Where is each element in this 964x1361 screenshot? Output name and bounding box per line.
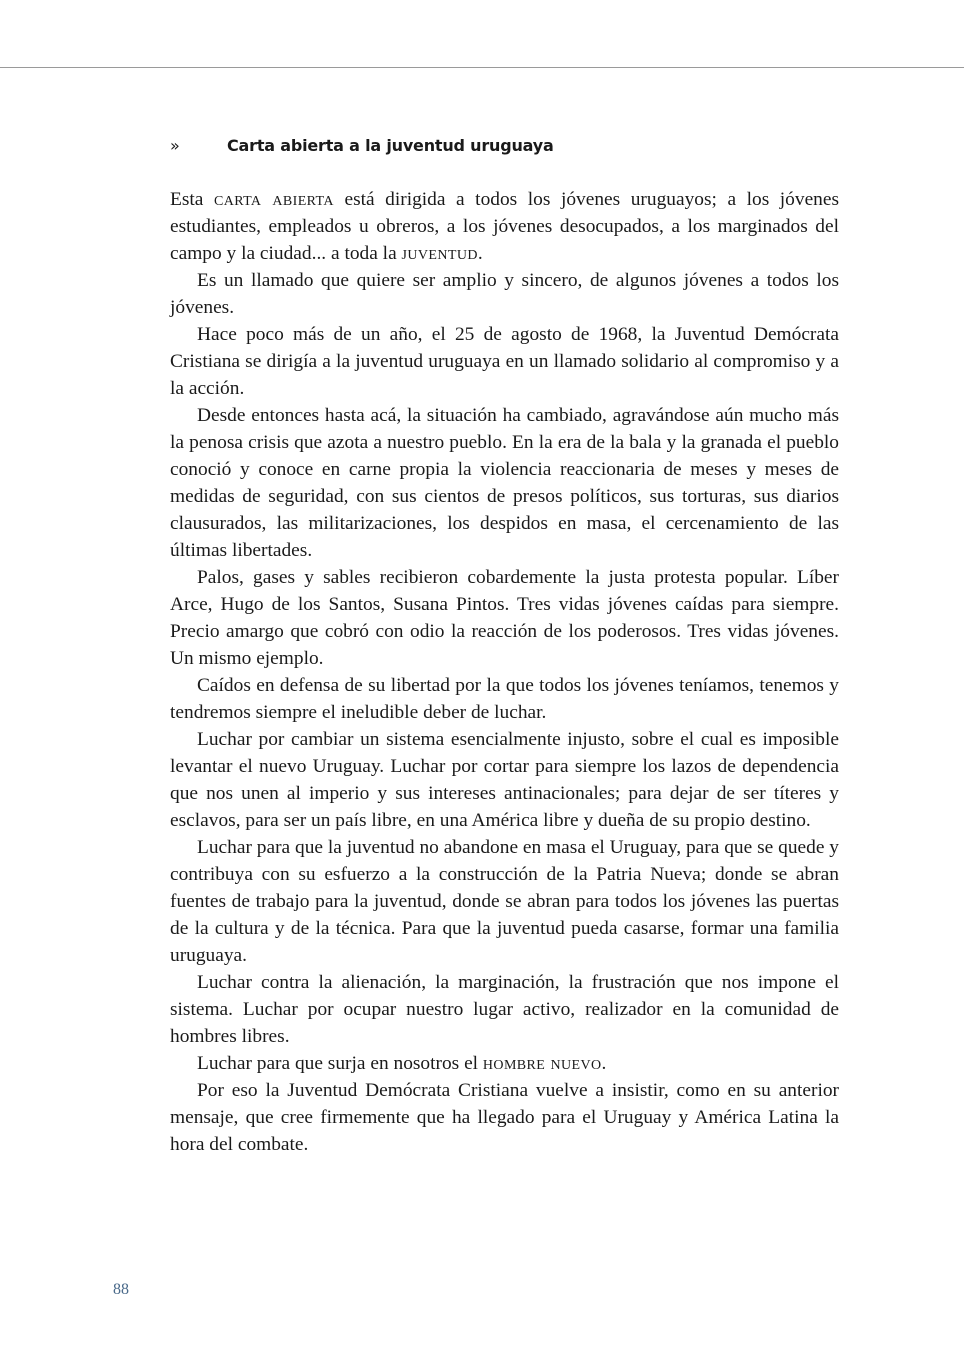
paragraph-4: Desde entonces hasta acá, la situación ha cambiado, agravándose aún mucho más la penosa crisis que azota a nuestro pueblo. En la era de la bala y la granada el pueblo conoció y conoce en carne propia la violencia reaccionaria de meses y meses de medidas de seguridad, con sus cientos de presos políticos, sus torturas, sus diarios clausurados, las militarizaciones, los despidos en masa, el cercenamiento de las últimas libertades. xyxy=(170,405,839,561)
paragraph-3: Hace poco más de un año, el 25 de agosto de 1968, la Juventud Demócrata Cristiana se dirigía a la juventud uruguaya en un llamado solidario al compromiso y a la acción. xyxy=(170,324,839,399)
paragraph-2: Es un llamado que quiere ser amplio y sincero, de algunos jóvenes a todos los jóvenes. xyxy=(170,270,839,318)
paragraph-10-text-a: Luchar para que surja en nosotros el xyxy=(197,1053,483,1074)
paragraph-10-smallcaps-hombre-nuevo: hombre nuevo xyxy=(482,1053,602,1074)
page-number: 88 xyxy=(113,1281,129,1298)
paragraph-9: Luchar contra la alienación, la marginación, la frustración que nos impone el sistema. Luchar por ocupar nuestro lugar activo, realizador en la comunidad de hombres libres. xyxy=(170,972,839,1047)
paragraph-5: Palos, gases y sables recibieron cobardemente la justa protesta popular. Líber Arce, Hugo de los Santos, Susana Pintos. Tres vidas jóvenes caídas para siempre. Precio amargo que cobró con odio la reacción de los poderosos. Tres vidas jóvenes. Un mismo ejemplo. xyxy=(170,567,839,669)
paragraph-8: Luchar para que la juventud no abandone en masa el Uruguay, para que se quede y contribuya con su esfuerzo a la construcción de la Patria Nueva; donde se abran fuentes de trabajo para la juventud, donde se abran para todos los jóvenes las puertas de la cultura y de la técnica. Para que la juventud pueda casarse, formar una familia uruguaya. xyxy=(170,837,839,966)
paragraph-1-text-c: . xyxy=(477,243,483,264)
paragraph-1-smallcaps-juventud: juventud xyxy=(401,243,478,264)
top-rule xyxy=(0,67,964,68)
paragraph-1-text-b: está dirigida a todos los jóvenes uruguayos; a los jóvenes estudiantes, empleados u obreros, a los jóvenes desocupados, a los marginados del campo y la ciudad... a toda la xyxy=(170,189,840,264)
paragraph-11: Por eso la Juventud Demócrata Cristiana vuelve a insistir, como en su anterior mensaje, que cree firmemente que ha llegado para el Uruguay y América Latina la hora del combate. xyxy=(170,1080,839,1155)
section-marker: » xyxy=(170,136,180,155)
running-header xyxy=(170,134,850,158)
chapter-title: Carta abierta a la juventud uruguaya xyxy=(227,136,554,155)
paragraph-10 xyxy=(170,1050,839,1077)
paragraph-1 xyxy=(170,186,839,267)
paragraph-6: Caídos en defensa de su libertad por la que todos los jóvenes teníamos, tenemos y tendremos siempre el ineludible deber de luchar. xyxy=(170,675,839,723)
paragraph-10-text-b: . xyxy=(601,1053,607,1074)
paragraph-1-smallcaps-carta-abierta: carta abierta xyxy=(213,189,334,210)
letter-body xyxy=(170,186,839,1158)
paragraph-7: Luchar por cambiar un sistema esencialmente injusto, sobre el cual es imposible levantar el nuevo Uruguay. Luchar por cortar para siempre los lazos de dependencia que nos unen al imperio y sus intereses antinacionales; para dejar de ser títeres y esclavos, para ser un país libre, en una América libre y dueña de su propio destino. xyxy=(170,729,839,831)
paragraph-1-text-a: Esta xyxy=(170,189,214,210)
